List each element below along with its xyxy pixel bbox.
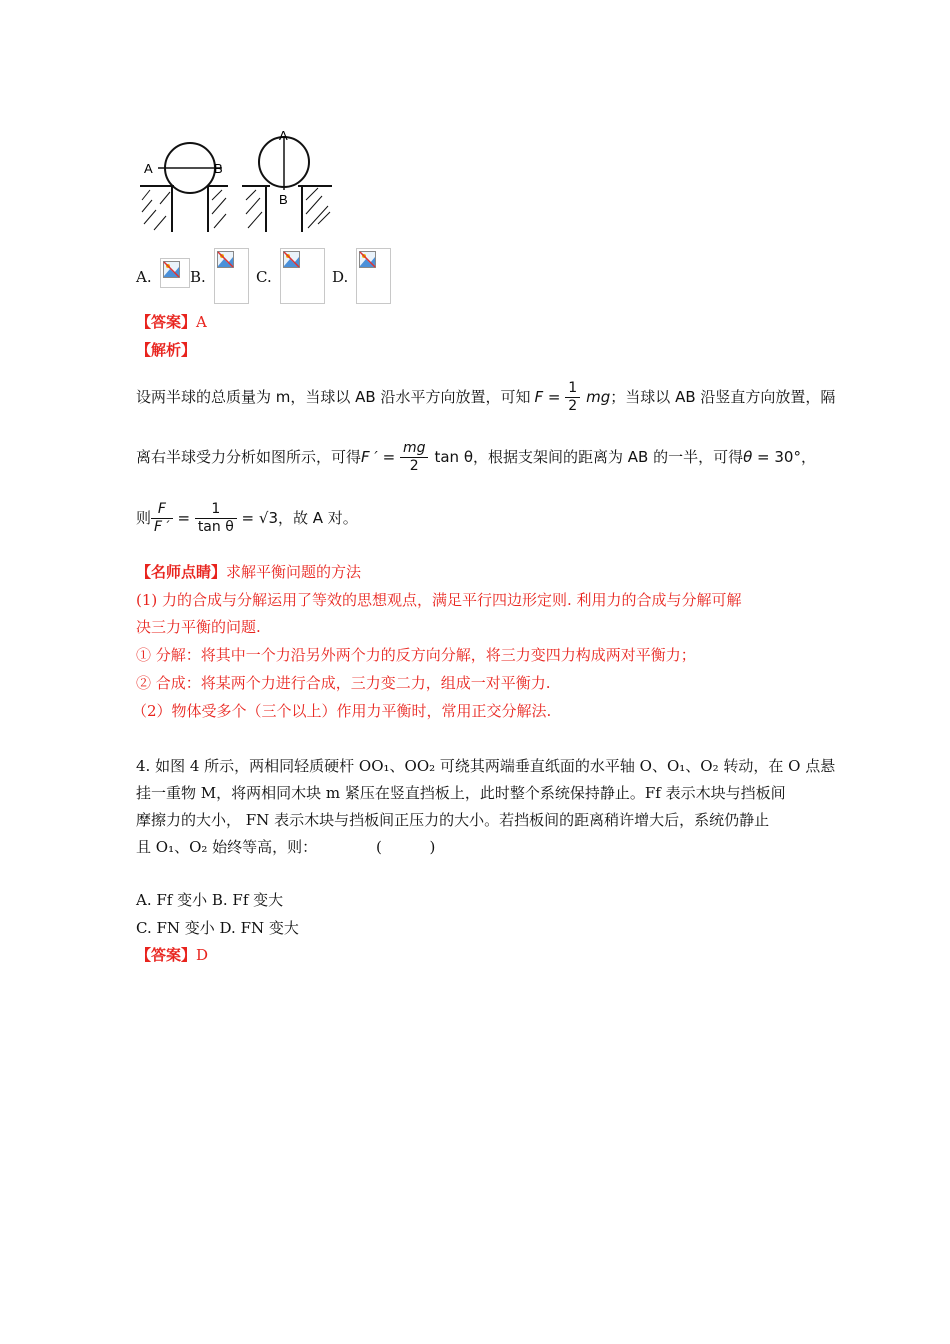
q4-option-ab: A. Ff 变小 B. Ff 变大 [136, 891, 284, 909]
broken-image-icon [283, 251, 300, 268]
q4-answer [136, 945, 208, 965]
option-c-label: C. [256, 268, 272, 286]
fraction-1-tan: $\frac{1}{\text{tan θ}}$ [195, 501, 237, 536]
broken-image-icon [163, 261, 180, 278]
fig-label-a2: A [279, 128, 288, 143]
option-c-image [280, 248, 325, 304]
tip-heading: 【名师点睛】求解平衡问题的方法 [136, 563, 362, 581]
broken-image-icon [359, 251, 376, 268]
tip-1b: 决三力平衡的问题. [136, 618, 261, 636]
q4-line-2: 挂一重物 M，将两相同木块 m 紧压在竖直挡板上，此时整个系统保持静止。Ff 表示木块与挡板间 [136, 784, 786, 802]
q4-line-3: 摩擦力的大小， FN 表示木块与挡板间正压力的大小。若挡板间的距离稍许增大后，系统仍静止 [136, 811, 770, 829]
q3-answer [136, 312, 207, 332]
tip-1: (1) 力的合成与分解运用了等效的思想观点，满足平行四边形定则. 利用力的合成与分解可解 [136, 591, 742, 609]
fig-label-b2: B [279, 192, 288, 207]
tip-2: ① 分解：将其中一个力沿另外两个力的反方向分解，将三力变四力构成两对平衡力； [136, 646, 696, 664]
broken-image-icon [217, 251, 234, 268]
fig-label-a1: A [144, 161, 153, 176]
tip-3: ② 合成：将某两个力进行合成，三力变二力，组成一对平衡力. [136, 674, 551, 692]
q4-option-cd: C. FN 变小 D. FN 变大 [136, 919, 299, 937]
analysis-line-3: 则 $\frac{F}{F '}$ = $\frac{1}{\text{tan θ}}$ = √3，故 A 对。 [136, 500, 358, 535]
option-d-image [356, 248, 391, 304]
fraction-mg-2: $\frac{mg}{2}$ [400, 440, 429, 475]
answer-label: 【答案】 [136, 313, 197, 331]
option-b-label: B. [190, 268, 206, 286]
fraction-half: $\frac{1}{2}$ [565, 380, 580, 415]
analysis-line-2: 离右半球受力分析如图所示，可得 F ′ = $\frac{mg}{2}$ tan θ ，根据支架间的距离为 AB 的一半，可得 θ = 30°， [136, 439, 816, 474]
option-d-label: D. [332, 268, 349, 286]
answer-value: D [196, 946, 209, 964]
option-b-image [214, 248, 249, 304]
tip-4: （2）物体受多个（三个以上）作用力平衡时，常用正交分解法. [132, 702, 552, 720]
option-a-label: A. [136, 268, 152, 286]
q4-answer-paren: ( ) [376, 838, 436, 856]
fig-label-b1: B [214, 161, 223, 176]
analysis-label: 【解析】 [136, 341, 197, 359]
option-a-image [160, 258, 190, 288]
answer-value: A [196, 313, 207, 331]
fraction-f-fprime: $\frac{F}{F '}$ [151, 501, 173, 536]
answer-label: 【答案】 [136, 946, 197, 964]
q4-line-4: 且 O₁、O₂ 始终等高，则： [136, 838, 318, 856]
analysis-line-1: 设两半球的总质量为 m，当球以 AB 沿水平方向放置，可知 F = $\frac{1}{2}$ mg ；当球以 AB 沿竖直方向放置，隔 [136, 379, 836, 414]
q4-line-1: 4. 如图 4 所示，两相同轻质硬杆 OO₁、OO₂ 可绕其两端垂直纸面的水平轴 O、O₁、O₂ 转动，在 O 点悬 [136, 757, 836, 775]
sphere-figure [138, 128, 338, 234]
